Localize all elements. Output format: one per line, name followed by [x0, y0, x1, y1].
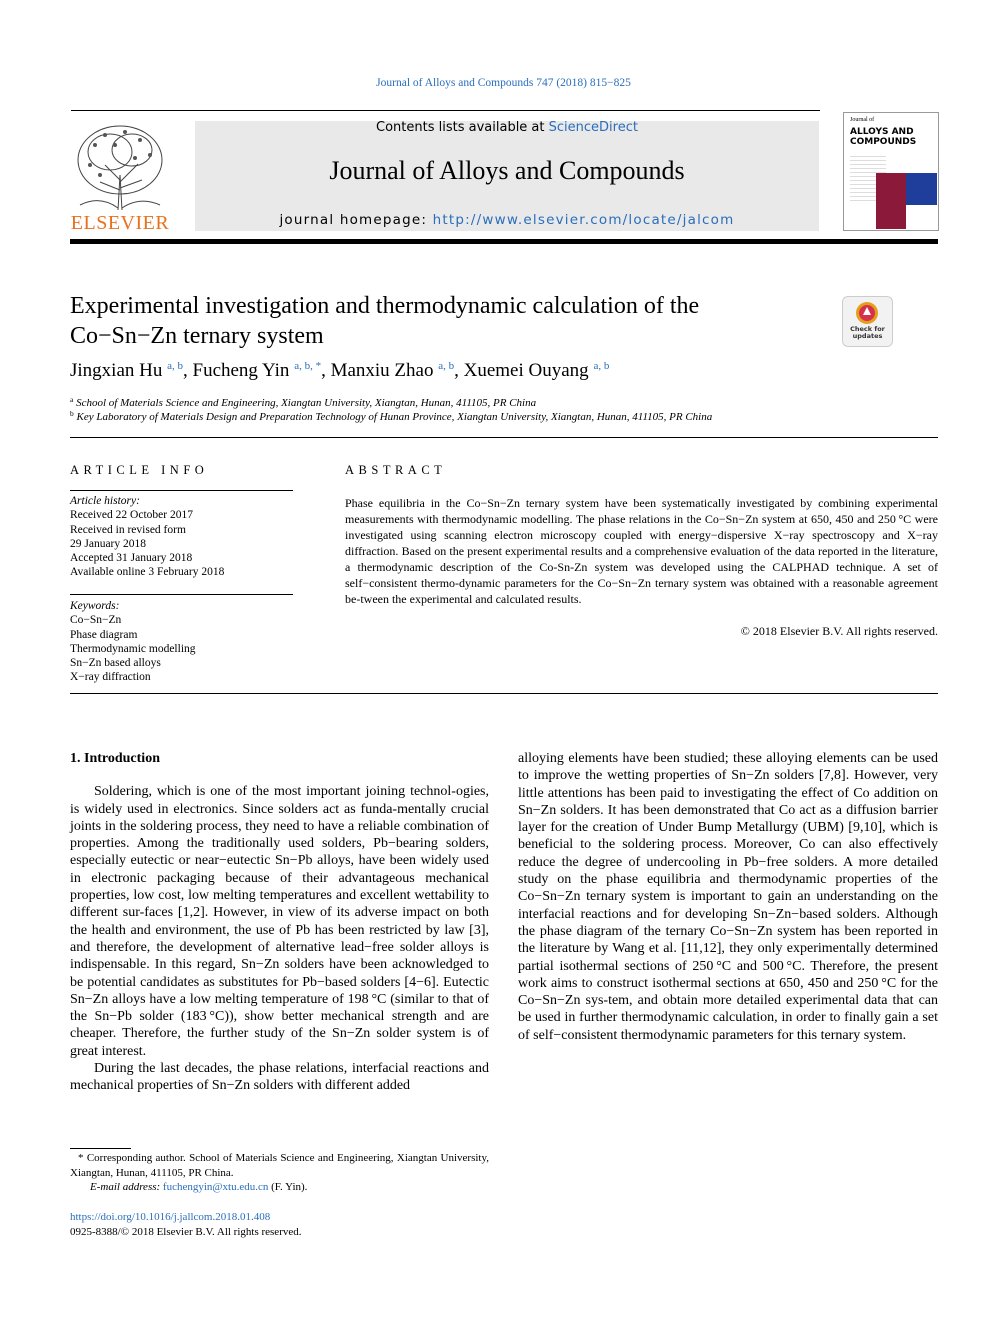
keywords-list: [70, 599, 300, 685]
affiliation-marker: a: [70, 395, 74, 404]
email-suffix: (F. Yin).: [268, 1181, 308, 1193]
abstract-text: Phase equilibria in the Co−Sn−Zn ternary system have been systematically investigated by combining experimental measurements with thermodynamic modelling. The phase relations in the Co−Sn−Zn system at 650, 450 and 250 °C were investigated using scanning electron microscopy coupled with energy−dispersive X−ray spectroscopy and X−ray diffraction. Based on the present experimental results and a comprehensive evaluation of the data reported in the literature, a thermodynamic description of the Co-Sn-Zn system was developed using the CALPHAD technique. A set of self−consistent thermo-dynamic parameters for the Co−Sn−Zn ternary system was obtained with a reasonable agreement be-tween the experimental and calculated results.: [345, 496, 938, 606]
publisher-wordmark: ELSEVIER: [70, 212, 170, 234]
contents-line: [195, 120, 819, 135]
contents-prefix: Contents lists available at: [376, 120, 549, 135]
elsevier-logo[interactable]: [70, 120, 170, 235]
check-for-updates-button[interactable]: [842, 296, 893, 347]
keyword: Phase diagram: [70, 628, 138, 641]
cover-color-block-blue: [906, 173, 937, 205]
article-title: [70, 291, 810, 351]
cover-title: ALLOYS AND COMPOUNDS: [850, 127, 917, 147]
keyword: Sn−Zn based alloys: [70, 657, 161, 670]
history-item: Available online 3 February 2018: [70, 566, 225, 579]
journal-name: Journal of Alloys and Compounds: [329, 156, 685, 185]
author-name[interactable]: Fucheng Yin: [192, 360, 290, 381]
keywords-label: Keywords:: [70, 600, 120, 612]
journal-citation[interactable]: Journal of Alloys and Compounds 747 (2018) 815−825: [376, 77, 631, 89]
section-heading: 1. Introduction: [70, 751, 160, 766]
author-affil-sup[interactable]: a, b: [438, 360, 455, 372]
doi-link[interactable]: https://doi.org/10.1016/j.jallcom.2018.01.408: [70, 1211, 271, 1223]
affiliation-a: [70, 395, 536, 409]
article-info-rule: [70, 490, 293, 491]
author-name[interactable]: Manxiu Zhao: [330, 360, 434, 381]
author-affil-sup[interactable]: a, b: [593, 360, 610, 372]
history-item: Accepted 31 January 2018: [70, 552, 193, 565]
article-history: [70, 494, 300, 580]
corresponding-author-note: * Corresponding author. School of Materials Science and Engineering, Xiangtan University, Xiangtan, Hunan, 411105, PR China.: [70, 1152, 489, 1179]
author-list: Jingxian Hu $^{a, b}$, Fucheng Yin $^{a, b, *}$, Manxiu Zhao $^{a, b}$, Xuemei Ouyang $^{a, b}$: [70, 360, 610, 381]
homepage-prefix: journal homepage:: [279, 212, 433, 228]
body-paragraph: During the last decades, the phase relations, interfacial reactions and mechanical properties of Sn−Zn solders with different added: [70, 1061, 489, 1094]
sciencedirect-link[interactable]: ScienceDirect: [548, 120, 638, 135]
footnote: [70, 1151, 489, 1195]
cover-color-block-red: [876, 173, 906, 229]
title-line-2: Co−Sn−Zn ternary system: [70, 323, 324, 349]
title-rule: [70, 437, 938, 438]
abstract-rule: [70, 693, 938, 694]
abstract-copyright: © 2018 Elsevier B.V. All rights reserved.: [740, 624, 938, 638]
abstract-heading: ABSTRACT: [345, 463, 447, 477]
author-affil-sup[interactable]: a, b: [167, 360, 183, 372]
homepage-link[interactable]: http://www.elsevier.com/locate/jalcom: [432, 212, 735, 228]
journal-cover[interactable]: [843, 112, 939, 231]
issn-copyright: 0925-8388/© 2018 Elsevier B.V. All rights reserved.: [70, 1226, 302, 1238]
header-thick-rule: [70, 239, 938, 244]
body-paragraph: Soldering, which is one of the most important joining technol-ogies, is widely used in electronics. Since solders act as funda-mentally crucial joints in the soldering process, they need to have a reliable combination of properties. Among the traditionally used solders, Pb−bearing solders, especially eutectic or near−eutectic Sn−Pb alloys, have been widely used in electronic packaging because of their advantageous mechanical properties, low cost, low melting temperatures and excellent wettability to different sur-faces [1,2]. However, in view of its adverse impact on both the health and environment, the use of Pb has been restricted by law [3], and therefore, the development of alternative lead−free solder alloys is indispensable. In this regard, Sn−Zn solders have been acknowledged to be potential candidates as substitutes for Pb−based solders [4−6]. Eutectic Sn−Zn alloys have a low melting temperature of 198 °C (similar to that of the Sn−Pb solder (183 °C)), show better mechanical strength and are cheaper. Therefore, the further study of the Sn−Zn solder system is of great interest.: [70, 784, 489, 1059]
journal-homepage-line: [195, 212, 819, 228]
header-rule: [71, 110, 820, 111]
affiliation-b: [70, 409, 712, 423]
body-right-column: [518, 750, 938, 1044]
history-item: Received 22 October 2017: [70, 509, 193, 522]
author-name[interactable]: Xuemei Ouyang: [463, 360, 589, 381]
email-label: E-mail address:: [90, 1181, 163, 1193]
email-link[interactable]: fuchengyin@xtu.edu.cn: [162, 1181, 269, 1193]
author-name[interactable]: Jingxian Hu: [70, 360, 163, 381]
keyword: X−ray diffraction: [70, 671, 151, 684]
keyword: Co−Sn−Zn: [70, 614, 122, 627]
affiliation-text: School of Materials Science and Engineering, Xiangtan University, Xiangtan, Hunan, 411105, PR China: [76, 397, 537, 409]
body-paragraph: alloying elements have been studied; these alloying elements can be used to improve the wetting properties of Sn−Zn solders [7,8]. However, very little attentions has been paid to investigating the effect of Co addition on Sn−Zn solders. It has been demonstrated that Co act as a diffusion barrier layer for the creation of Under Bump Metallurgy (UBM) [9,10], which is beneficial to the soldering process. Moreover, Co can also effectively reduce the degree of undercooling in Pb−free solders. A more detailed study on the phase equilibria and thermodynamic properties of the Co−Sn−Zn ternary system is important to gain an understanding on the interfacial reactions and for developing Sn−Zn−based solders. Although the phase diagram of the ternary Co−Sn−Zn system has been reported in the literature by Wang et al. [11,12], they only experimentally determined partial isothermal sections of 250 °C and 500 °C. Therefore, the present work aims to construct isothermal sections at 650, 450 and 250 °C for the Co−Sn−Zn sys-tem, and obtain more detailed experimental data that can be used in further thermodynamic calculation, in order to finally gain a set of self−consistent thermodynamic parameters for this ternary system.: [518, 751, 938, 1043]
history-item: Received in revised form: [70, 523, 186, 536]
body-left-column: [70, 750, 489, 1095]
check-updates-label: Check for updates: [850, 325, 885, 340]
author-affil-sup[interactable]: a, b, *: [294, 360, 322, 372]
history-label: Article history:: [70, 495, 140, 507]
check-updates-icon: [855, 301, 879, 325]
title-line-1: Experimental investigation and thermodynamic calculation of the: [70, 293, 700, 319]
keywords-rule: [70, 594, 293, 595]
affiliation-marker: b: [70, 409, 74, 418]
affiliation-text: Key Laboratory of Materials Design and Preparation Technology of Hunan Province, Xiangtan University, Xiangtan, Hunan, 411105, PR China: [76, 411, 713, 423]
history-item: 29 January 2018: [70, 537, 147, 550]
footnote-rule: [70, 1148, 131, 1149]
cover-small-title: Journal of: [850, 117, 875, 123]
email-line: [70, 1180, 489, 1195]
keyword: Thermodynamic modelling: [70, 642, 196, 655]
article-info-heading: ARTICLE INFO: [70, 463, 209, 477]
